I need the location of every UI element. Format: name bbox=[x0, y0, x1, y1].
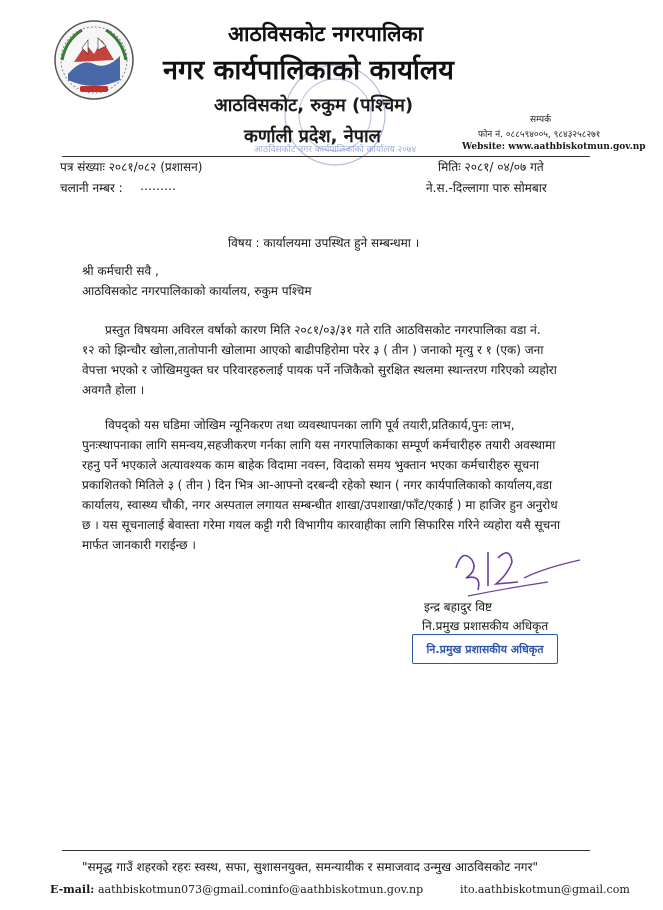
nepal-emblem-icon bbox=[52, 18, 136, 102]
paragraph1-line: वेपत्ता भएको र जोखिमयुक्त घर परिवारहरुलाई पायक पर्ने नजिकैको सुरक्षित स्थलमा स्थान्तरण गरिएको व्यहोरा bbox=[82, 363, 557, 377]
paragraph1-line: अवगतै होला । bbox=[82, 383, 145, 397]
handwritten-signature bbox=[448, 538, 588, 602]
email-label: E-mail: bbox=[50, 883, 95, 896]
round-stamp-text: आठविसकोट नगर कार्यपालिकाको कार्यालय २०७४ bbox=[253, 145, 417, 155]
footer-divider bbox=[62, 850, 590, 851]
contact-website: Website: www.aathbiskotmun.gov.np bbox=[462, 142, 646, 152]
contact-phone: फोन नं. ०८८५९४००५, ९८४३२५८२७१ bbox=[478, 130, 601, 140]
paragraph1-line: प्रस्तुत विषयमा अविरल वर्षाको कारण मिति २०८१/०३/३१ गते राति आठविसकोट नगरपालिका वडा नं. bbox=[105, 323, 541, 337]
signatory-title: नि.प्रमुख प्रशासकीय अधिकृत bbox=[422, 619, 549, 633]
paragraph1-line: १२ को झिन्चौर खोला,तातोपानी खोलामा आएको बाढीपहिरोमा परेर ३ ( तीन ) जनाको मृत्यु र १ (एक) जना bbox=[82, 343, 544, 357]
paragraph2-line: छ । यस सूचनालाई बेवास्ता गरेमा गयल कट्टी गरी विभागीय कारवाहीका लागि सिफारिस गरिने व्यहोरा यसै सूचना bbox=[82, 518, 561, 532]
signatory-name: इन्द्र बहादुर विष्ट bbox=[424, 600, 493, 614]
municipality-name: आठविसकोट नगरपालिका bbox=[228, 22, 424, 46]
dispatch-number-label: चलानी नम्बर : bbox=[60, 181, 123, 195]
province-country: कर्णाली प्रदेश, नेपाल bbox=[244, 126, 381, 147]
paragraph2-line: प्रकाशितको मितिले ३ ( तीन ) दिन भित्र आ-आफ्नो दरबन्दी रहेको स्थान ( नगर कार्यपालिकाको कार्यालय,वडा bbox=[82, 478, 553, 492]
recipient-line1: श्री कर्मचारी सवै , bbox=[82, 264, 159, 278]
paragraph2-line: मार्फत जानकारी गराईन्छ । bbox=[82, 538, 196, 552]
letter-date: मितिः २०८१/ ०४/०७ गते bbox=[438, 160, 544, 174]
office-name: नगर कार्यपालिकाको कार्यालय bbox=[163, 55, 454, 86]
official-stamp-text: नि.प्रमुख प्रशासकीय अधिकृत bbox=[426, 642, 544, 656]
subject-line: विषय : कार्यालयमा उपस्थित हुने सम्बन्धमा । bbox=[228, 236, 420, 250]
official-stamp bbox=[412, 634, 558, 664]
email-3: ito.aathbiskotmun@gmail.com bbox=[460, 883, 630, 896]
dispatch-number-value: ……… bbox=[140, 179, 176, 193]
contact-label: सम्पर्क bbox=[530, 115, 551, 125]
letter-number: पत्र संख्याः २०८१/०८२ (प्रशासन) bbox=[60, 160, 203, 174]
paragraph2-line: कार्यालय, स्वास्थ्य चौकी, नगर अस्पताल लगायत सम्बन्धीत शाखा/उपशाखा/फाँट/एकाई ) मा हाजिर हुन अनुरोध bbox=[82, 498, 558, 512]
paragraph2-line: विपद्को यस घडिमा जोखिम न्यूनिकरण तथा व्यवस्थापनका लागि पूर्व तयारी,प्रतिकार्य,पुनः लाभ, bbox=[105, 418, 515, 432]
header-divider bbox=[62, 156, 590, 157]
paragraph2-line: पुनःस्थापनाका लागि समन्वय,सहजीकरण गर्नका लागि यस नगरपालिकाका सम्पूर्ण कर्मचारीहरु तयारी अवस्थामा bbox=[82, 438, 556, 452]
email-1: aathbiskotmun073@gmail.com bbox=[98, 883, 271, 896]
email-2: info@aathbiskotmun.gov.np bbox=[268, 883, 424, 896]
paragraph2-line: रहनु पर्ने भएकाले अत्यावश्यक काम बाहेक विदामा नवस्न, विदाको समय भुक्तान भएका कर्मचारीहरु सूचना bbox=[82, 458, 540, 472]
footer-slogan: "समृद्ध गाउँ शहरको रहरः स्वस्थ, सफा, सुशासनयुक्त, समन्यायीक र समाजवाद उन्मुख आठविसकोट नगर" bbox=[82, 860, 538, 874]
recipient-line2: आठविसकोट नगरपालिकाको कार्यालय, रुकुम पश्चिम bbox=[82, 284, 312, 298]
nepal-sambat-date: ने.स.-दिल्लागा पारु सोमबार bbox=[426, 181, 547, 195]
office-address: आठविसकोट, रुकुम (पश्चिम) bbox=[214, 95, 414, 116]
